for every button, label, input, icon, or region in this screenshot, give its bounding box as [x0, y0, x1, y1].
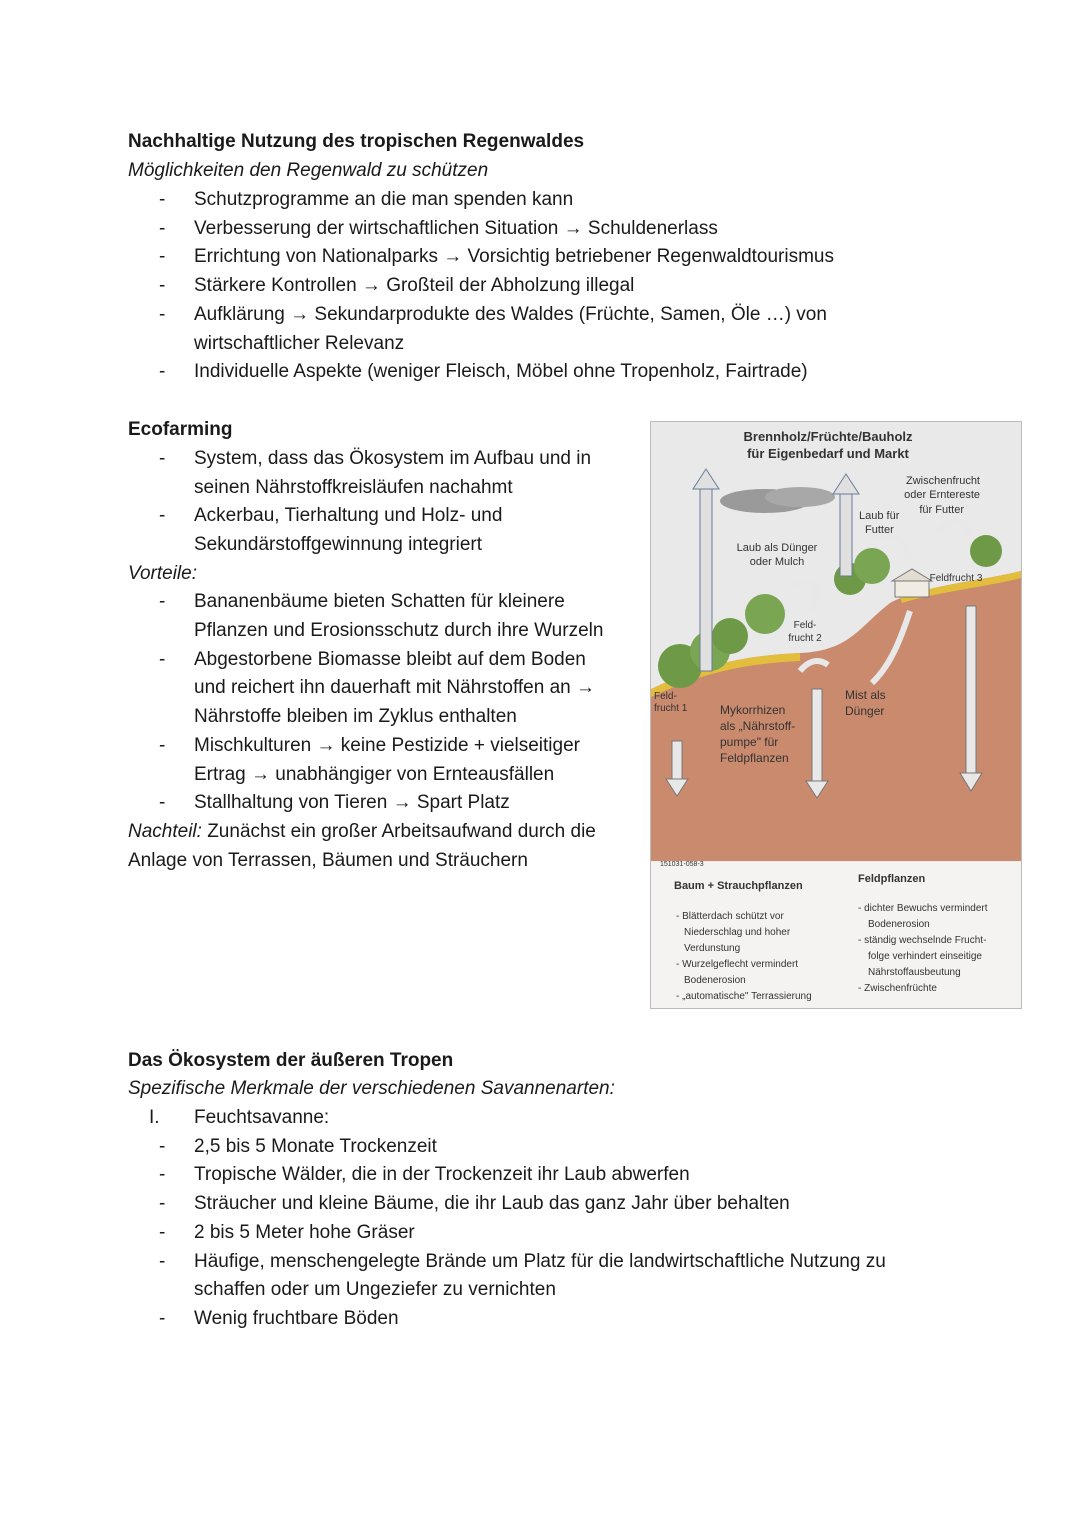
- legend-left-line: Niederschlag und hoher: [684, 927, 791, 938]
- stall-house-icon: [895, 581, 929, 597]
- list-item: Abgestorbene Biomasse bleibt auf dem Boden: [194, 649, 586, 670]
- legend-left-line: Verdunstung: [684, 943, 741, 954]
- list-item: Mischkulturen → keine Pestizide + vielseitiger: [194, 735, 580, 756]
- nachteil-label: Nachteil:: [128, 821, 202, 842]
- legend-head-baum: Baum + Strauchpflanzen: [674, 880, 803, 892]
- legend-right-line: Nährstoffausbeutung: [868, 967, 961, 978]
- figure-code: 151031-058-3: [660, 861, 704, 868]
- list-item-continuation: Nährstoffe bleiben im Zyklus enthalten: [194, 706, 517, 727]
- section-subtitle-savannen: Spezifische Merkmale der verschiedenen Savannenarten:: [128, 1078, 615, 1099]
- bullet-dash: -: [159, 1222, 166, 1243]
- list-item: Verbesserung der wirtschaftlichen Situation → Schuldenerlass: [194, 218, 718, 239]
- bullet-dash: -: [159, 218, 166, 239]
- label-mykorrhizen-4: Feldpflanzen: [720, 751, 789, 765]
- list-item: Wenig fruchtbare Böden: [194, 1308, 399, 1329]
- list-item: Aufklärung → Sekundarprodukte des Waldes (Früchte, Samen, Öle …) von: [194, 304, 827, 325]
- list-item: Stallhaltung von Tieren → Spart Platz: [194, 792, 510, 813]
- label-laub-duenger: Laub als Dünger: [736, 542, 818, 554]
- section-title-ecofarming: Ecofarming: [128, 419, 233, 440]
- legend-right-line: - dichter Bewuchs vermindert: [858, 903, 988, 914]
- label-duenger: Dünger: [845, 704, 885, 718]
- bullet-dash: -: [159, 649, 166, 670]
- bullet-dash: -: [159, 735, 166, 756]
- list-item: Errichtung von Nationalparks → Vorsichtig betriebener Regenwaldtourismus: [194, 246, 834, 267]
- list-item-continuation: wirtschaftlicher Relevanz: [194, 333, 405, 354]
- list-item: 2,5 bis 5 Monate Trockenzeit: [194, 1136, 437, 1157]
- section-title-aeussere-tropen: Das Ökosystem der äußeren Tropen: [128, 1050, 454, 1071]
- legend-head-feld: Feldpflanzen: [858, 873, 926, 885]
- bullet-dash: -: [159, 591, 166, 612]
- bullet-dash: -: [159, 246, 166, 267]
- bullet-dash: -: [159, 361, 166, 382]
- label-laub-futter: Futter: [865, 524, 894, 536]
- roman-numeral: I.: [149, 1107, 160, 1128]
- legend-right-line: - ständig wechselnde Frucht-: [858, 935, 987, 946]
- list-item-continuation: schaffen oder um Ungeziefer zu vernichten: [194, 1279, 556, 1300]
- feuchtsavanne-label: Feuchtsavanne:: [194, 1107, 330, 1128]
- legend-left-line: - Wurzelgeflecht vermindert: [676, 959, 799, 970]
- list-item: Stärkere Kontrollen → Großteil der Abholzung illegal: [194, 275, 635, 296]
- bullet-dash: -: [159, 792, 166, 813]
- label-feldfrucht-2b: frucht 2: [788, 633, 822, 644]
- nachteil-text: Zunächst ein großer Arbeitsaufwand durch die: [201, 821, 596, 842]
- bullet-dash: -: [159, 189, 166, 210]
- list-item: Individuelle Aspekte (weniger Fleisch, Möbel ohne Tropenholz, Fairtrade): [194, 361, 808, 382]
- legend-left-line: - Blätterdach schützt vor: [676, 911, 784, 922]
- list-item: Ackerbau, Tierhaltung und Holz- und: [194, 505, 503, 526]
- label-feldfrucht-1b: frucht 1: [654, 703, 688, 714]
- list-item: Schutzprogramme an die man spenden kann: [194, 189, 574, 210]
- bullet-dash: -: [159, 1308, 166, 1329]
- label-mist: Mist als: [845, 688, 886, 702]
- legend-left-line: - „automatische" Terrassierung: [676, 991, 812, 1002]
- list-item-continuation: Sekundärstoffgewinnung integriert: [194, 534, 483, 555]
- legend-right-line: folge verhindert einseitige: [868, 951, 982, 962]
- list-item: 2 bis 5 Meter hohe Gräser: [194, 1222, 415, 1243]
- bullet-dash: -: [159, 1251, 166, 1272]
- bullet-dash: -: [159, 275, 166, 296]
- section-title-regenwald: Nachhaltige Nutzung des tropischen Regenwaldes: [128, 131, 585, 152]
- list-item-continuation: seinen Nährstoffkreisläufen nachahmt: [194, 477, 513, 498]
- list-item: Sträucher und kleine Bäume, die ihr Laub das ganz Jahr über behalten: [194, 1193, 790, 1214]
- label-feldfrucht-3: Feldfrucht 3: [929, 573, 983, 584]
- label-futter: für Futter: [919, 504, 964, 516]
- list-item: Häufige, menschengelegte Brände um Platz für die landwirtschaftliche Nutzung zu: [194, 1251, 886, 1272]
- list-item: System, dass das Ökosystem im Aufbau und in: [194, 448, 592, 469]
- label-erntereste: oder Erntereste: [904, 489, 980, 501]
- label-mykorrhizen-3: pumpe" für: [720, 735, 779, 749]
- label-zwischenfrucht: Zwischenfrucht: [906, 475, 980, 487]
- bullet-dash: -: [159, 304, 166, 325]
- list-item-continuation: Pflanzen und Erosionsschutz durch ihre Wurzeln: [194, 620, 604, 641]
- cloud-icon: [765, 487, 835, 507]
- label-mulch: oder Mulch: [749, 556, 805, 568]
- section-subtitle-schutz: Möglichkeiten den Regenwald zu schützen: [128, 160, 489, 181]
- nachteil-continuation: Anlage von Terrassen, Bäumen und Sträuchern: [128, 850, 528, 871]
- label-feldfrucht-2a: Feld-: [793, 620, 817, 631]
- bullet-dash: -: [159, 1164, 166, 1185]
- legend-right-line: Bodenerosion: [868, 919, 930, 930]
- list-item-continuation: und reichert ihn dauerhaft mit Nährstoffen an →: [194, 677, 595, 698]
- label-laub-fuer: Laub für: [859, 510, 900, 522]
- label-mykorrhizen-2: als „Nährstoff-: [720, 719, 796, 733]
- bullet-dash: -: [159, 1193, 166, 1214]
- label-mykorrhizen-1: Mykorrhizen: [720, 703, 786, 717]
- diagram-title-1: Brennholz/Früchte/Bauholz: [743, 429, 913, 444]
- diagram-title-2: für Eigenbedarf und Markt: [747, 446, 909, 461]
- list-item-continuation: Ertrag → unabhängiger von Ernteausfällen: [194, 764, 555, 785]
- legend-right-line: - Zwischenfrüchte: [858, 983, 937, 994]
- vorteile-label: Vorteile:: [128, 563, 197, 584]
- bullet-dash: -: [159, 448, 166, 469]
- bullet-dash: -: [159, 505, 166, 526]
- list-item: Bananenbäume bieten Schatten für kleinere: [194, 591, 565, 612]
- nachteil-line: [128, 820, 596, 844]
- label-feldfrucht-1a: Feld-: [654, 691, 677, 702]
- list-item: Tropische Wälder, die in der Trockenzeit ihr Laub abwerfen: [194, 1164, 690, 1185]
- ecofarming-diagram: [650, 421, 1022, 1009]
- bullet-dash: -: [159, 1136, 166, 1157]
- legend-left-line: Bodenerosion: [684, 975, 746, 986]
